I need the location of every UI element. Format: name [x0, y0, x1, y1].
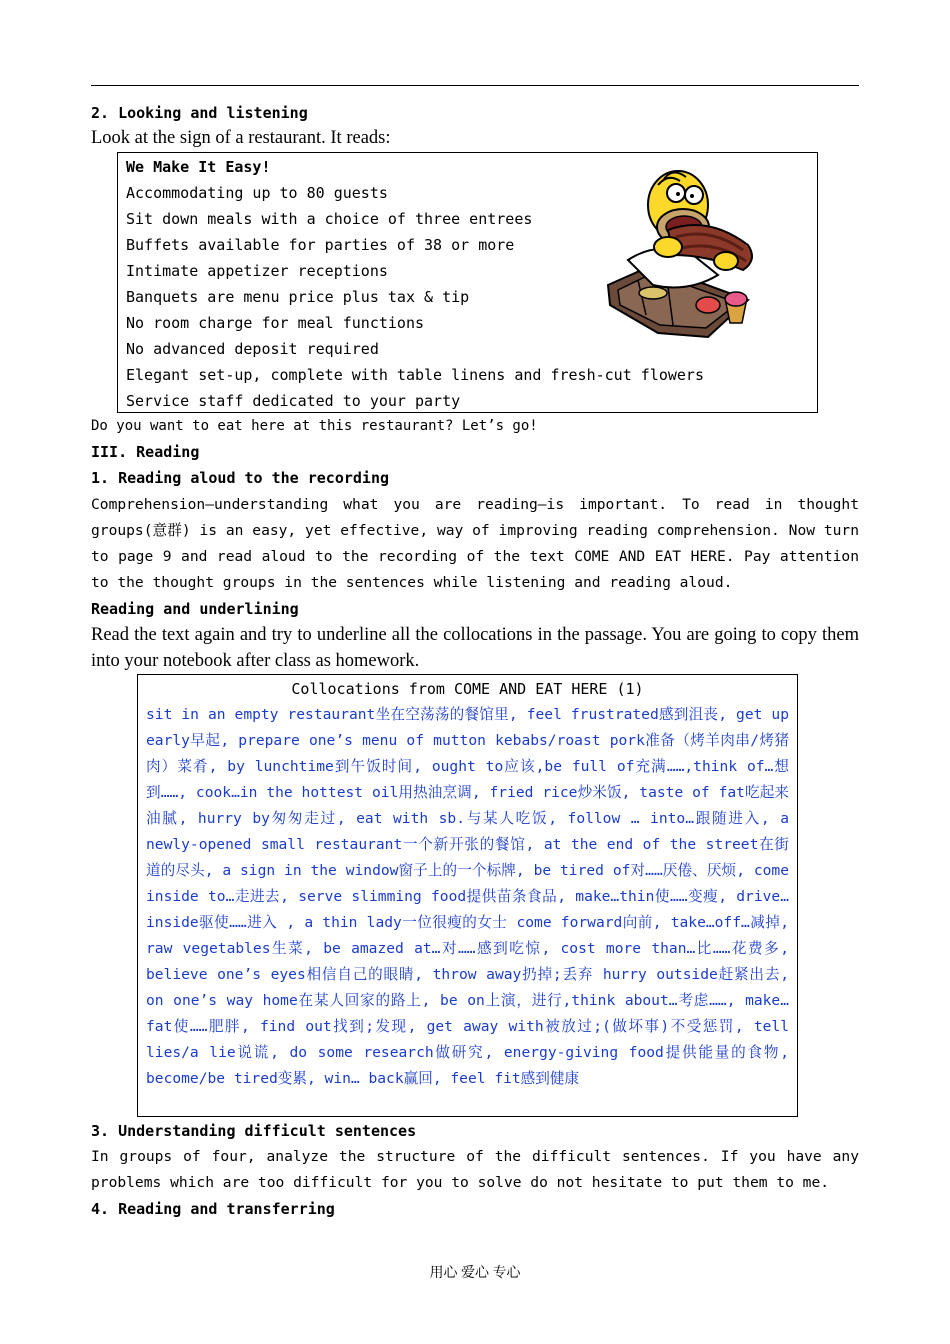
sign-line: No advanced deposit required: [126, 340, 379, 358]
sign-title: We Make It Easy!: [126, 158, 271, 176]
sign-line: Buffets available for parties of 38 or more: [126, 236, 515, 254]
section-intro: Look at the sign of a restaurant. It reads:: [91, 128, 391, 148]
sign-line: Elegant set-up, complete with table linens and fresh-cut flowers: [126, 366, 704, 384]
sign-line: Service staff dedicated to your party: [126, 392, 461, 410]
collocations-list: sit in an empty restaurant坐在空荡荡的餐馆里, feel frustrated感到沮丧, get up early早起, prepare one’s menu of mutton kebabs/roast pork准备（烤羊肉串/烤猪肉）菜肴, by lunchtime到午饭时间, ought to应该,be full of充满……,think of…想到……, cook…in the hottest oil用热油烹调, fried rice炒米饭, taste of fat吃起来油腻, hurry by匆匆走过, eat with sb.与某人吃饭, follow … into…跟随进入, a newly-opened small restaurant一个新开张的餐馆, at the end of the street在街道的尽头, a sign in the window窗子上的一个标牌, be tired of对……厌倦、厌烦, come inside to…走进去, serve slimming food提供苗条食品, make…thin使……变瘦, drive…inside驱使……进入 , a thin lady一位很瘦的女士 come forward向前, take…off…减掉, raw vegetables生菜, be amazed at…对……感到吃惊, cost more than…比……花费多, believe one’s eyes相信自己的眼睛, throw away扔掉;丢弃 hurry outside赶紧出去, on one’s way home在某人回家的路上, be on上演，进行,think about…考虑……, make…fat使……肥胖, find out找到;发现, get away with被放过;(做坏事)不受惩罚, tell lies/a lie说谎, do some research做研究, energy-giving food提供能量的食物, become/be tired变累, win… back赢回, feel fit感到健康: [146, 706, 789, 1087]
cartoon-man-eating-image: [598, 165, 768, 340]
subheading-reading-underlining: Reading and underlining: [91, 600, 299, 618]
section-heading-difficult-sentences: 3. Understanding difficult sentences: [91, 1122, 417, 1140]
restaurant-question: Do you want to eat here at this restaurant? Let’s go!: [91, 418, 538, 434]
sign-line: Intimate appetizer receptions: [126, 262, 388, 280]
sign-line: Banquets are menu price plus tax & tip: [126, 288, 470, 306]
section-heading-reading-transferring: 4. Reading and transferring: [91, 1200, 335, 1218]
collocations-title: Collocations from COME AND EAT HERE (1): [291, 680, 644, 698]
page-footer: 用心 爱心 专心: [429, 1266, 521, 1281]
subheading-reading-aloud: 1. Reading aloud to the recording: [91, 469, 390, 487]
collocations-box: [137, 674, 798, 1117]
underlining-instructions: Read the text again and try to underline all the collocations in the passage. You are going to copy them into your notebook after class as homework.: [91, 625, 859, 671]
sign-line: Accommodating up to 80 guests: [126, 184, 388, 202]
sign-line: Sit down meals with a choice of three entrees: [126, 210, 533, 228]
sign-line: No room charge for meal functions: [126, 314, 425, 332]
reading-aloud-paragraph: Comprehension—understanding what you are reading—is important. To read in thought groups(意群) is an easy, yet effective, way of improving reading comprehension. Now turn to page 9 and read aloud to the recording of the text COME AND EAT HERE. Pay attention to the thought groups in the sentences while listening and reading aloud.: [91, 496, 859, 591]
section-heading-reading: III. Reading: [91, 443, 200, 461]
difficult-sentences-paragraph: In groups of four, analyze the structure of the difficult sentences. If you have any problems which are too difficult for you to solve do not hesitate to put them to me.: [91, 1148, 859, 1191]
restaurant-sign-box: [117, 152, 818, 413]
section-heading-looking-listening: 2. Looking and listening: [91, 104, 308, 122]
header-rule: [91, 85, 859, 86]
